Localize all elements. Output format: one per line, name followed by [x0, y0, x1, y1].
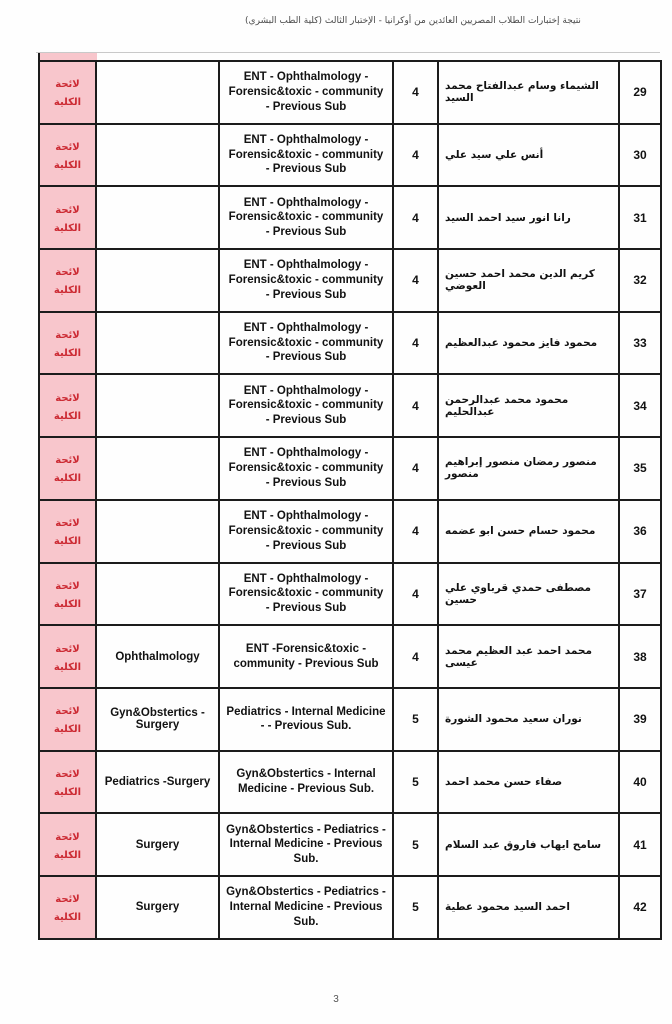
specialty-cell [96, 437, 219, 500]
row-number-cell: 38 [619, 625, 661, 688]
college-regulation-cell [39, 124, 96, 187]
subject-count-cell: 4 [393, 374, 438, 437]
college-regulation-cell [39, 186, 96, 249]
subject-count-cell: 4 [393, 186, 438, 249]
table-row [39, 563, 661, 626]
college-regulation-cell [39, 813, 96, 876]
row-number-cell: 32 [619, 249, 661, 312]
row-number-cell: 33 [619, 312, 661, 375]
table-row [39, 813, 661, 876]
row-number-cell: 42 [619, 876, 661, 939]
row-number-cell: 39 [619, 688, 661, 751]
subject-count-cell: 4 [393, 500, 438, 563]
specialty-cell [96, 249, 219, 312]
student-name-cell: نوران سعيد محمود الشورة [438, 688, 619, 751]
row-number-cell: 34 [619, 374, 661, 437]
college-regulation-label: لائحة الكلية [53, 518, 82, 548]
table-row [39, 249, 661, 312]
college-regulation-label: لائحة الكلية [53, 768, 82, 798]
college-regulation-cell [39, 688, 96, 751]
student-name-cell: الشيماء وسام عبدالفتاح محمد السيد [438, 61, 619, 124]
table-row [39, 688, 661, 751]
page-number: 3 [333, 994, 339, 1005]
college-regulation-label: لائحة الكلية [53, 894, 82, 924]
subject-count-cell: 4 [393, 124, 438, 187]
college-regulation-label: لائحة الكلية [53, 643, 82, 673]
subject-count-cell: 5 [393, 751, 438, 814]
college-regulation-label: لائحة الكلية [53, 392, 82, 422]
college-regulation-cell [39, 312, 96, 375]
college-regulation-label: لائحة الكلية [53, 706, 82, 736]
table-row [39, 625, 661, 688]
specialty-cell: Gyn&Obstertics - Surgery [96, 688, 219, 751]
specialty-cell: Ophthalmology [96, 625, 219, 688]
college-regulation-label: لائحة الكلية [53, 580, 82, 610]
subjects-cell: ENT - Ophthalmology - Forensic&toxic - community - Previous Sub [219, 249, 393, 312]
student-name-cell: محمود فايز محمود عبدالعظيم [438, 312, 619, 375]
specialty-cell [96, 61, 219, 124]
student-name-cell: أنس علي سيد علي [438, 124, 619, 187]
subject-count-cell: 5 [393, 688, 438, 751]
row-number-cell: 29 [619, 61, 661, 124]
row-number-cell: 35 [619, 437, 661, 500]
student-name-cell: كريم الدين محمد احمد حسين العوضي [438, 249, 619, 312]
specialty-cell: Surgery [96, 876, 219, 939]
subjects-cell: ENT - Ophthalmology - Forensic&toxic - community - Previous Sub [219, 437, 393, 500]
student-name-cell: احمد السيد محمود عطية [438, 876, 619, 939]
college-regulation-label: لائحة الكلية [53, 330, 82, 360]
subjects-cell: ENT - Ophthalmology - Forensic&toxic - community - Previous Sub [219, 500, 393, 563]
specialty-cell: Pediatrics -Surgery [96, 751, 219, 814]
row-number-cell: 31 [619, 186, 661, 249]
college-regulation-cell [39, 751, 96, 814]
subjects-cell: ENT - Ophthalmology - Forensic&toxic - community - Previous Sub [219, 374, 393, 437]
subject-count-cell: 5 [393, 813, 438, 876]
college-regulation-label: لائحة الكلية [53, 79, 82, 109]
table-row [39, 61, 661, 124]
student-name-cell: صفاء حسن محمد احمد [438, 751, 619, 814]
student-name-cell: محمود حسام حسن ابو عضمه [438, 500, 619, 563]
subjects-cell: ENT -Forensic&toxic - community - Previous Sub [219, 625, 393, 688]
document-header-title: نتيجة إختبارات الطلاب المصريين العائدين من أوكرانيا - الإختبار الثالث (كلية الطب البشري) [245, 16, 581, 26]
previous-row-cutoff-pink-cell [38, 53, 97, 60]
college-regulation-cell [39, 61, 96, 124]
table-row [39, 186, 661, 249]
specialty-cell [96, 374, 219, 437]
subjects-cell: ENT - Ophthalmology - Forensic&toxic - community - Previous Sub [219, 61, 393, 124]
specialty-cell [96, 186, 219, 249]
table-row [39, 500, 661, 563]
college-regulation-label: لائحة الكلية [53, 142, 82, 172]
college-regulation-cell [39, 500, 96, 563]
college-regulation-cell [39, 563, 96, 626]
college-regulation-cell [39, 625, 96, 688]
previous-row-cutoff-line [36, 52, 660, 53]
subjects-cell: Gyn&Obstertics - Pediatrics - Internal Medicine - Previous Sub. [219, 813, 393, 876]
student-name-cell: محمود محمد عبدالرحمن عبدالحليم [438, 374, 619, 437]
college-regulation-cell [39, 437, 96, 500]
subject-count-cell: 4 [393, 249, 438, 312]
college-regulation-label: لائحة الكلية [53, 455, 82, 485]
student-name-cell: محمد احمد عبد العظيم محمد عيسى [438, 625, 619, 688]
specialty-cell [96, 563, 219, 626]
specialty-cell [96, 312, 219, 375]
subject-count-cell: 4 [393, 563, 438, 626]
subjects-cell: ENT - Ophthalmology - Forensic&toxic - community - Previous Sub [219, 312, 393, 375]
college-regulation-cell [39, 249, 96, 312]
subject-count-cell: 4 [393, 625, 438, 688]
table-row [39, 751, 661, 814]
student-name-cell: منصور رمضان منصور إبراهيم منصور [438, 437, 619, 500]
table-row [39, 437, 661, 500]
subject-count-cell: 5 [393, 876, 438, 939]
row-number-cell: 37 [619, 563, 661, 626]
student-name-cell: سامح ايهاب فاروق عبد السلام [438, 813, 619, 876]
row-number-cell: 30 [619, 124, 661, 187]
college-regulation-cell [39, 374, 96, 437]
subjects-cell: Pediatrics - Internal Medicine - - Previous Sub. [219, 688, 393, 751]
college-regulation-cell [39, 876, 96, 939]
subjects-cell: Gyn&Obstertics - Internal Medicine - Previous Sub. [219, 751, 393, 814]
table-row [39, 374, 661, 437]
table-row [39, 124, 661, 187]
college-regulation-label: لائحة الكلية [53, 267, 82, 297]
college-regulation-label: لائحة الكلية [53, 204, 82, 234]
subject-count-cell: 4 [393, 437, 438, 500]
specialty-cell [96, 500, 219, 563]
results-table [38, 60, 662, 940]
subjects-cell: ENT - Ophthalmology - Forensic&toxic - community - Previous Sub [219, 186, 393, 249]
subjects-cell: ENT - Ophthalmology - Forensic&toxic - community - Previous Sub [219, 124, 393, 187]
subjects-cell: ENT - Ophthalmology - Forensic&toxic - community - Previous Sub [219, 563, 393, 626]
row-number-cell: 40 [619, 751, 661, 814]
row-number-cell: 36 [619, 500, 661, 563]
subject-count-cell: 4 [393, 312, 438, 375]
subject-count-cell: 4 [393, 61, 438, 124]
college-regulation-label: لائحة الكلية [53, 831, 82, 861]
table-row [39, 876, 661, 939]
row-number-cell: 41 [619, 813, 661, 876]
subjects-cell: Gyn&Obstertics - Pediatrics - Internal Medicine - Previous Sub. [219, 876, 393, 939]
table-row [39, 312, 661, 375]
student-name-cell: مصطفى حمدي قرباوي علي حسين [438, 563, 619, 626]
specialty-cell: Surgery [96, 813, 219, 876]
specialty-cell [96, 124, 219, 187]
student-name-cell: رانا انور سيد احمد السيد [438, 186, 619, 249]
